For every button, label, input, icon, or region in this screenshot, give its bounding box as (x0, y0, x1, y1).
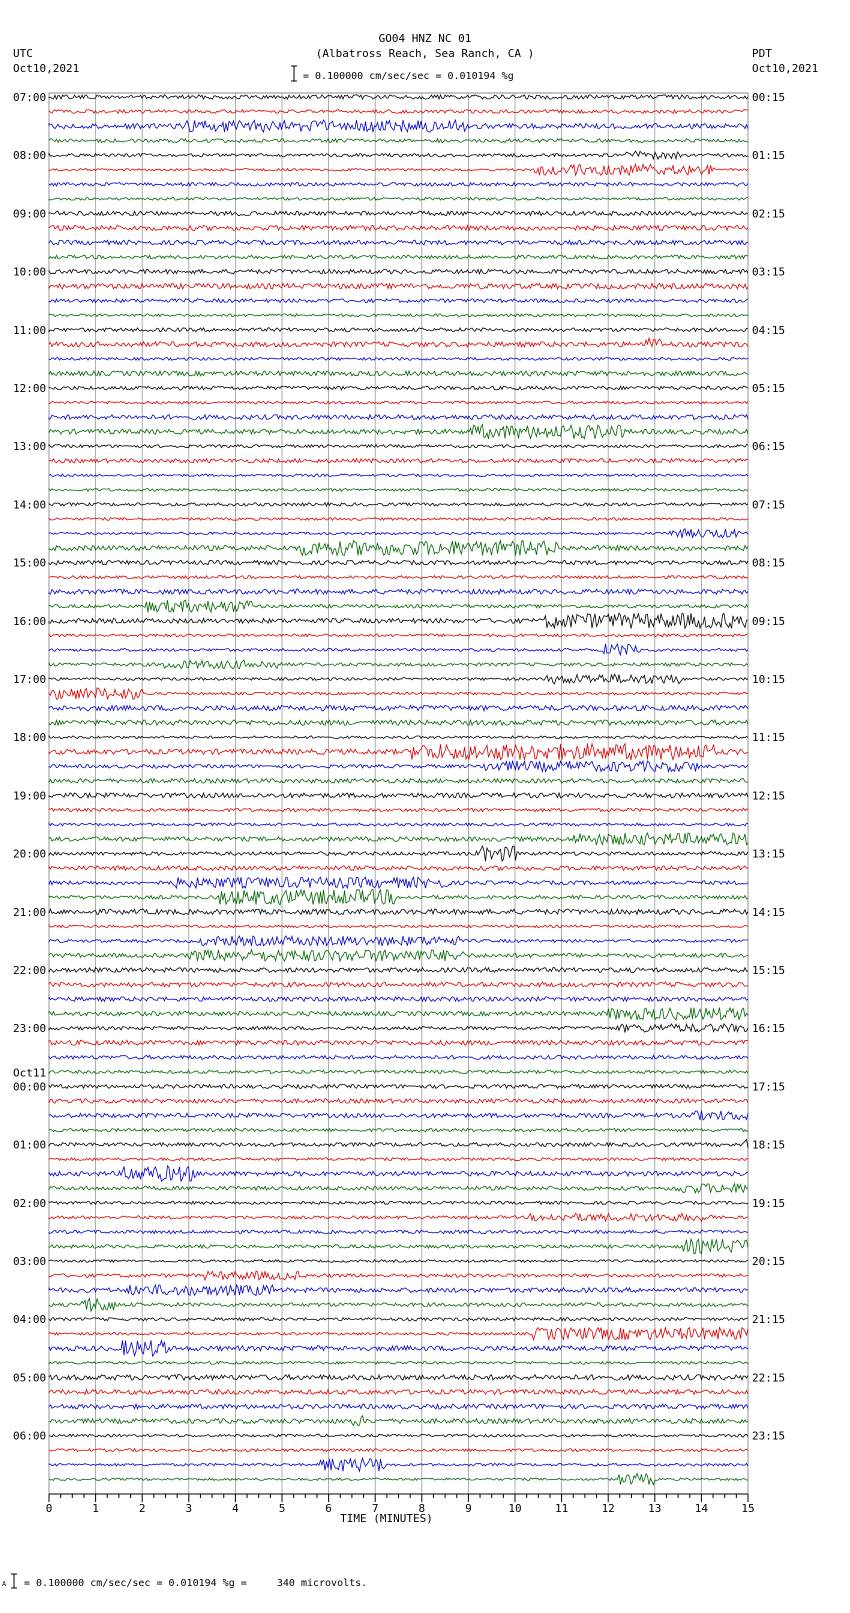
x-tick-label: 13 (648, 1502, 662, 1515)
station-location: (Albatross Reach, Sea Ranch, CA ) (315, 47, 535, 60)
trace-84 (49, 1318, 748, 1321)
x-tick-label: 1 (92, 1502, 99, 1515)
trace-49 (49, 808, 748, 812)
trace-64 (49, 1024, 748, 1033)
utc-hour-label: 10:00 (13, 265, 47, 279)
trace-23 (49, 425, 748, 439)
utc-hour-label: 13:00 (13, 440, 47, 454)
trace-8 (49, 211, 748, 216)
x-tick-label: 10 (508, 1502, 522, 1515)
pdt-hour-label: 16:15 (752, 1022, 786, 1036)
trace-91 (49, 1416, 748, 1426)
trace-46 (49, 761, 748, 772)
utc-hour-label: 00:00 (13, 1080, 47, 1094)
trace-93 (49, 1449, 748, 1452)
footer-scale-text: = 0.100000 cm/sec/sec = 0.010194 %g = 340 microvolts. (24, 1578, 368, 1589)
trace-45 (49, 744, 748, 760)
trace-25 (49, 459, 748, 463)
trace-70 (49, 1111, 748, 1120)
trace-11 (49, 255, 748, 259)
pdt-hour-label: 23:15 (752, 1429, 786, 1443)
pdt-hour-label: 12:15 (752, 789, 786, 803)
trace-35 (49, 600, 748, 612)
trace-69 (49, 1099, 748, 1104)
utc-hour-label: 16:00 (13, 614, 47, 628)
trace-30 (49, 529, 748, 538)
trace-54 (49, 877, 748, 888)
pdt-hour-label: 09:15 (752, 614, 786, 628)
trace-92 (49, 1434, 748, 1437)
pdt-hour-label: 00:15 (752, 91, 786, 104)
utc-hour-label: 20:00 (13, 847, 47, 861)
trace-61 (49, 982, 748, 987)
pdt-hour-label: 06:15 (752, 440, 786, 454)
utc-hour-label: 02:00 (13, 1196, 47, 1210)
pdt-hour-label: 02:15 (752, 207, 786, 221)
trace-44 (49, 736, 748, 739)
utc-hour-label: 05:00 (13, 1371, 47, 1385)
utc-hour-label: 12:00 (13, 382, 47, 395)
trace-52 (49, 846, 748, 861)
trace-16 (49, 328, 748, 332)
trace-42 (49, 705, 748, 710)
trace-57 (49, 925, 748, 928)
trace-53 (49, 866, 748, 871)
utc-hour-label: 09:00 (13, 207, 47, 221)
trace-65 (49, 1040, 748, 1045)
trace-33 (49, 576, 748, 579)
right-date: Oct10,2021 (752, 62, 819, 75)
trace-37 (49, 634, 748, 637)
x-tick-label: 7 (371, 1502, 379, 1515)
left-timezone: UTC (13, 47, 33, 60)
x-tick-label: 0 (45, 1502, 53, 1515)
trace-85 (49, 1328, 748, 1340)
trace-5 (49, 164, 748, 175)
trace-14 (49, 299, 748, 303)
trace-83 (49, 1298, 748, 1311)
trace-90 (49, 1404, 748, 1409)
chart-title: GO04 HNZ NC 01 (378, 32, 472, 45)
pdt-hour-label: 22:15 (752, 1371, 786, 1385)
date-change-label: Oct11 (13, 1066, 47, 1080)
trace-32 (49, 560, 748, 564)
x-tick-label: 11 (554, 1502, 569, 1515)
trace-55 (49, 890, 748, 906)
pdt-hour-label: 01:15 (752, 149, 786, 163)
x-tick-label: 14 (694, 1502, 709, 1515)
trace-7 (49, 198, 748, 201)
x-tick-label: 6 (325, 1502, 332, 1515)
trace-71 (49, 1128, 748, 1131)
trace-43 (49, 720, 748, 725)
trace-0 (49, 95, 748, 99)
trace-38 (49, 644, 748, 655)
trace-15 (49, 314, 748, 317)
trace-94 (49, 1458, 748, 1471)
trace-2 (49, 120, 748, 132)
x-tick-label: 8 (418, 1502, 426, 1515)
trace-86 (49, 1340, 748, 1356)
utc-hour-label: 14:00 (13, 498, 47, 512)
pdt-hour-label: 18:15 (752, 1138, 786, 1152)
trace-81 (49, 1271, 748, 1280)
trace-1 (49, 110, 748, 114)
trace-56 (49, 909, 748, 914)
trace-34 (49, 589, 748, 594)
x-tick-label: 3 (185, 1502, 193, 1515)
utc-hour-label: 01:00 (13, 1138, 47, 1152)
trace-27 (49, 488, 748, 491)
trace-41 (49, 688, 748, 699)
trace-51 (49, 833, 748, 845)
x-tick-label: 4 (232, 1502, 239, 1515)
x-tick-label: 5 (278, 1502, 286, 1515)
trace-73 (49, 1158, 748, 1161)
trace-10 (49, 240, 748, 245)
pdt-hour-label: 05:15 (752, 382, 786, 395)
trace-29 (49, 518, 748, 521)
x-tick-label: 2 (138, 1502, 146, 1515)
trace-58 (49, 936, 748, 946)
trace-22 (49, 415, 748, 420)
trace-72 (49, 1140, 748, 1149)
footer-marker: A (2, 1580, 7, 1588)
pdt-hour-label: 14:15 (752, 905, 786, 919)
utc-hour-label: 07:00 (13, 91, 47, 104)
trace-76 (49, 1201, 748, 1204)
trace-20 (49, 386, 748, 390)
x-axis-label: TIME (MINUTES) (340, 1512, 433, 1525)
left-date: Oct10,2021 (13, 62, 80, 75)
trace-40 (49, 674, 748, 684)
trace-28 (49, 503, 748, 506)
x-tick-label: 12 (601, 1502, 615, 1515)
trace-13 (49, 283, 748, 289)
trace-80 (49, 1260, 748, 1263)
trace-50 (49, 823, 748, 826)
utc-hour-label: 11:00 (13, 323, 47, 337)
trace-4 (49, 151, 748, 159)
trace-21 (49, 401, 748, 404)
trace-36 (49, 613, 748, 628)
trace-24 (49, 445, 748, 448)
pdt-hour-label: 03:15 (752, 265, 786, 279)
trace-66 (49, 1055, 748, 1059)
trace-63 (49, 1008, 748, 1020)
trace-67 (49, 1070, 748, 1073)
trace-60 (49, 968, 748, 973)
trace-26 (49, 474, 748, 476)
pdt-hour-label: 17:15 (752, 1080, 786, 1094)
pdt-hour-label: 08:15 (752, 556, 786, 570)
utc-hour-label: 15:00 (13, 556, 47, 570)
utc-hour-label: 21:00 (13, 905, 47, 919)
trace-89 (49, 1390, 748, 1395)
pdt-hour-label: 04:15 (752, 323, 786, 337)
trace-95 (49, 1474, 748, 1485)
pdt-hour-label: 13:15 (752, 847, 786, 861)
utc-hour-label: 08:00 (13, 149, 47, 163)
trace-82 (49, 1285, 748, 1296)
trace-19 (49, 371, 748, 376)
trace-75 (49, 1184, 748, 1193)
utc-hour-label: 23:00 (13, 1022, 47, 1036)
pdt-hour-label: 11:15 (752, 731, 786, 745)
trace-47 (49, 779, 748, 784)
trace-74 (49, 1166, 748, 1182)
utc-hour-label: 22:00 (13, 964, 47, 977)
trace-87 (49, 1362, 748, 1365)
utc-hour-label: 19:00 (13, 789, 47, 803)
header-scale-text: = 0.100000 cm/sec/sec = 0.010194 %g (303, 71, 514, 82)
utc-hour-label: 03:00 (13, 1255, 47, 1268)
trace-79 (49, 1239, 748, 1254)
utc-hour-label: 17:00 (13, 673, 47, 686)
pdt-hour-label: 19:15 (752, 1196, 786, 1210)
pdt-hour-label: 07:15 (752, 498, 786, 512)
trace-31 (49, 541, 748, 556)
right-timezone: PDT (752, 47, 772, 60)
utc-hour-label: 04:00 (13, 1313, 47, 1327)
trace-12 (49, 269, 748, 273)
pdt-hour-label: 10:15 (752, 673, 786, 686)
trace-3 (49, 139, 748, 143)
utc-hour-label: 18:00 (13, 731, 47, 745)
trace-88 (49, 1375, 748, 1380)
trace-17 (49, 338, 748, 347)
x-tick-label: 9 (465, 1502, 472, 1515)
trace-9 (49, 225, 748, 230)
pdt-hour-label: 15:15 (752, 964, 786, 977)
trace-48 (49, 793, 748, 798)
pdt-hour-label: 21:15 (752, 1313, 786, 1327)
trace-68 (49, 1084, 748, 1088)
trace-6 (49, 183, 748, 187)
pdt-hour-label: 20:15 (752, 1255, 786, 1268)
trace-62 (49, 997, 748, 1002)
trace-59 (49, 950, 748, 962)
utc-hour-label: 06:00 (13, 1429, 47, 1443)
trace-77 (49, 1213, 748, 1221)
trace-18 (49, 358, 748, 361)
trace-39 (49, 660, 748, 669)
x-tick-label: 15 (741, 1502, 755, 1515)
trace-78 (49, 1230, 748, 1233)
